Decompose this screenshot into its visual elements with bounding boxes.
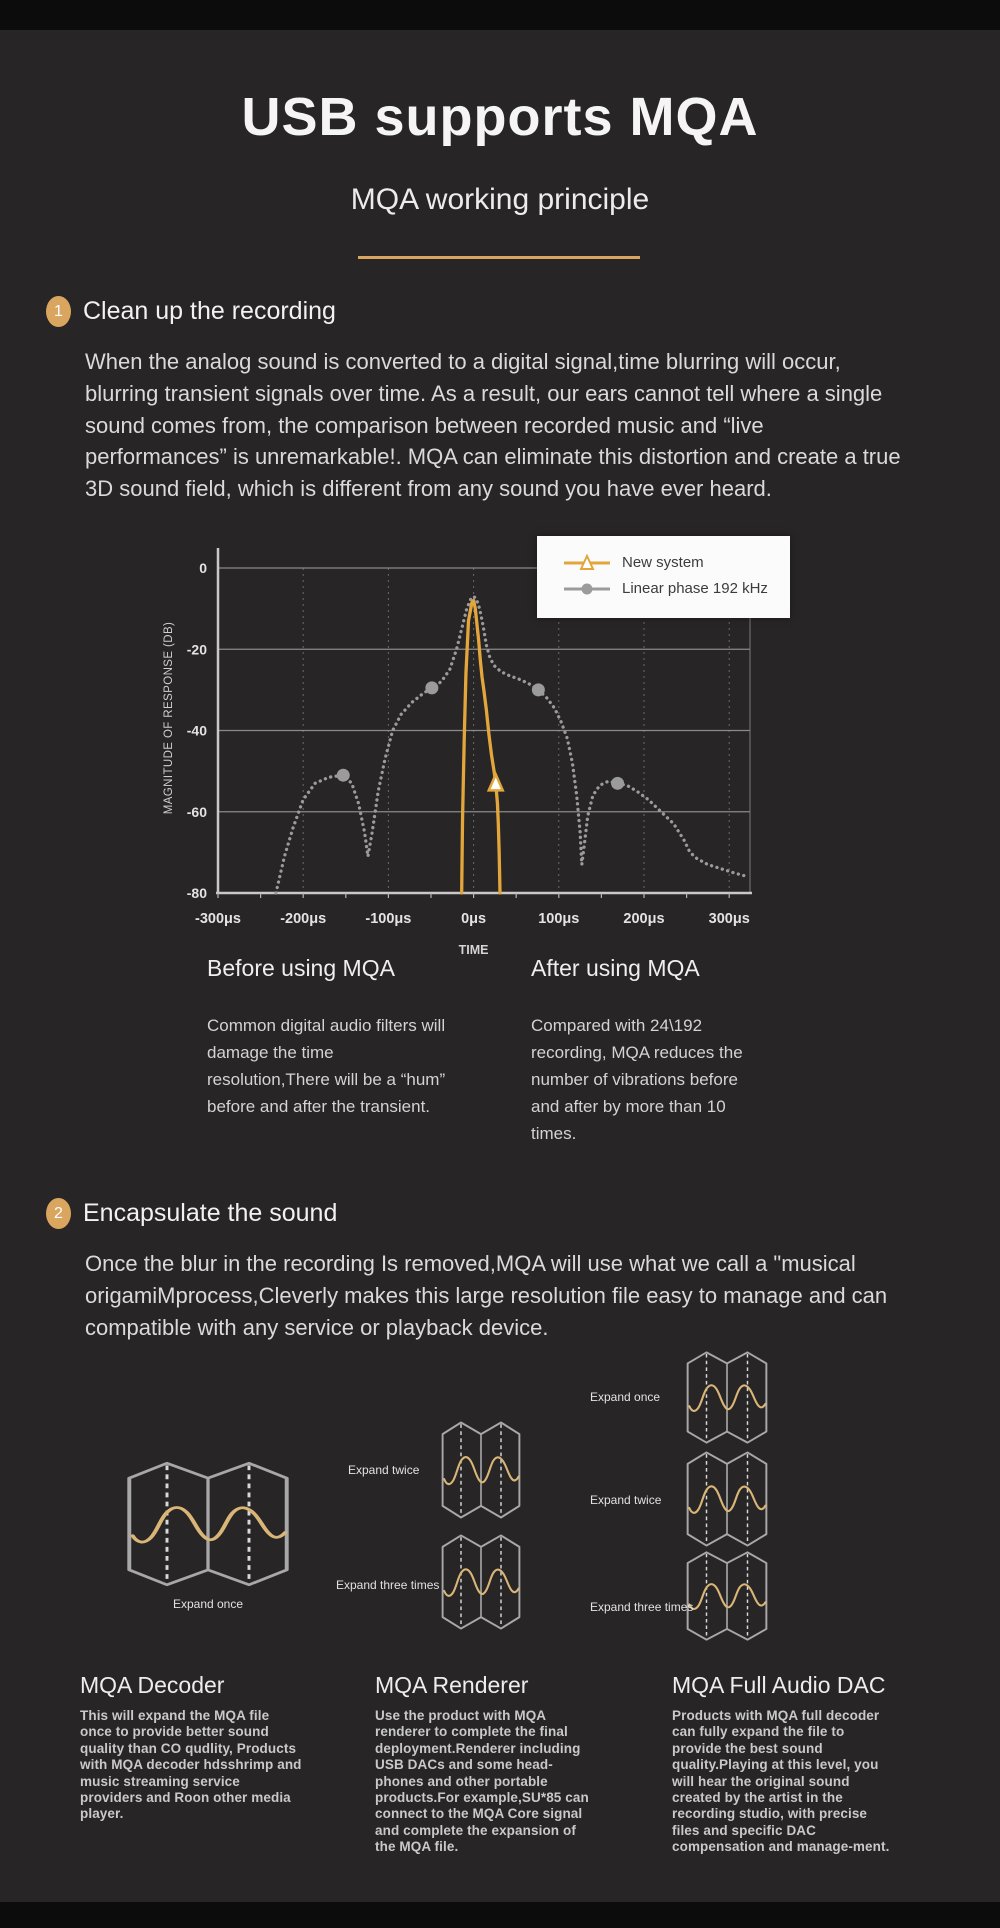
svg-text:-20: -20 [186, 641, 207, 658]
expand-three-times-label: Expand three times [336, 1578, 440, 1592]
page-subtitle: MQA working principle [350, 183, 650, 216]
svg-text:100μs: 100μs [538, 911, 580, 927]
origami-icon-decoder [126, 1460, 290, 1588]
expand-three-times-label-right: Expand three times [590, 1600, 694, 1614]
step-2-number-badge: 2 [46, 1198, 71, 1229]
svg-text:MAGNITUDE OF RESPONSE (DB): MAGNITUDE OF RESPONSE (DB) [163, 621, 175, 815]
svg-text:-100μs: -100μs [365, 911, 412, 927]
origami-icon-renderer-1 [441, 1420, 521, 1520]
origami-icon-dac-3 [686, 1550, 768, 1642]
legend-item-new-system [564, 549, 790, 575]
mqa-renderer-heading: MQA Renderer [375, 1672, 529, 1698]
circle-marker-icon [564, 580, 610, 597]
mqa-decoder-body: This will expand the MQA file once to provide better sound quality than CO qudlity, Products with MQA decoder hdsshrimp and music streaming service providers and Roon other media player. [80, 1708, 302, 1822]
svg-text:0μs: 0μs [461, 911, 487, 927]
svg-text:TIME: TIME [458, 943, 489, 957]
after-mqa-heading: After using MQA [531, 955, 700, 981]
expand-once-label-right: Expand once [590, 1390, 661, 1404]
origami-icon-renderer-2 [441, 1533, 521, 1631]
expand-once-label: Expand once [172, 1597, 244, 1611]
svg-text:-200μs: -200μs [280, 911, 327, 927]
top-letterbox [0, 0, 1000, 30]
svg-text:0: 0 [199, 560, 207, 576]
mqa-full-audio-dac-body: Products with MQA full decoder can fully expand the file to provide the best sound quality.Playing at this level, you will hear the original sound created by the artist in the recording studio, with precise files and specific DAC compensation and manage-ment. [672, 1708, 890, 1855]
step-2-paragraph: Once the blur in the recording Is removed,MQA will use what we call a "musical origamiMprocess,Cleverly makes this large resolution file easy to manage and can compatible with any service or playback device. [85, 1251, 888, 1340]
legend-item-linear-phase [564, 575, 790, 601]
legend-label-linear-phase: Linear phase 192 kHz [622, 579, 768, 597]
before-mqa-body: Common digital audio filters will damage the time resolution,There will be a “hum” before and after the transient. [207, 1016, 446, 1116]
legend-label-new-system: New system [622, 553, 704, 571]
step-1-heading: Clean up the recording [83, 297, 336, 325]
triangle-marker-icon [564, 554, 610, 571]
expand-twice-label-right: Expand twice [590, 1493, 662, 1507]
chart-canvas [0, 545, 1000, 965]
after-mqa-body: Compared with 24\192 recording, MQA reduces the number of vibrations before and after by more than 10 times. [531, 1016, 743, 1143]
step-1-number-badge: 1 [46, 296, 71, 327]
svg-text:-60: -60 [186, 803, 207, 820]
svg-text:-300μs: -300μs [195, 911, 241, 927]
mqa-full-audio-dac-heading: MQA Full Audio DAC [672, 1672, 886, 1698]
svg-text:200μs: 200μs [623, 911, 665, 927]
mqa-decoder-heading: MQA Decoder [80, 1672, 225, 1698]
svg-text:-40: -40 [186, 722, 207, 739]
step-2-heading: Encapsulate the sound [83, 1199, 338, 1227]
svg-text:300μs: 300μs [708, 911, 750, 927]
mqa-renderer-body: Use the product with MQA renderer to complete the final deployment.Renderer including USB DACs and some head-phones and other portable products.For example,SU*85 can connect to the MQA Core signal and complete the expansion of the MQA file. [375, 1708, 589, 1855]
impulse-response-chart [0, 545, 1000, 965]
chart-legend [537, 536, 790, 618]
origami-icon-dac-1 [686, 1350, 768, 1445]
before-mqa-heading: Before using MQA [207, 955, 395, 981]
gold-divider [358, 256, 640, 259]
page-title: USB supports MQA [241, 87, 759, 147]
expand-twice-label: Expand twice [348, 1463, 420, 1477]
step-2-header [46, 1198, 337, 1229]
bottom-letterbox [0, 1902, 1000, 1928]
svg-text:-80: -80 [186, 885, 207, 901]
step-1-paragraph: When the analog sound is converted to a digital signal,time blurring will occur, blurring transient signals over time. As a result, our ears cannot tell where a single sound comes from, the comparison between recorded music and “live performances” is unremarkable!. MQA can eliminate this distortion and create a true 3D sound field, which is different from any sound you have ever heard. [85, 349, 901, 502]
origami-icon-dac-2 [686, 1450, 768, 1548]
step-1-header [46, 296, 336, 327]
